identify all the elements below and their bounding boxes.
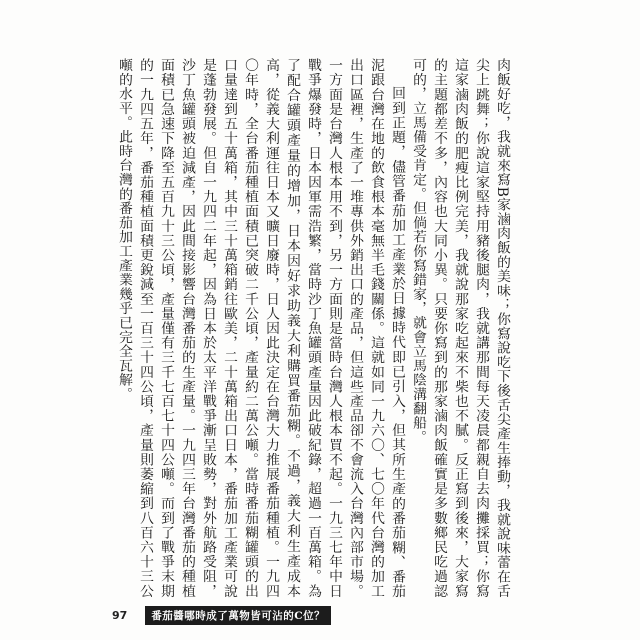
paragraph-continued: 肉飯好吃，我就來寫B家滷肉飯的美味；你寫說吃下後舌尖產生捧動，我就說味蕾在舌尖上跳舞；你說這家堅持用豬後腿肉，我就講那間每天凌晨都親自去肉攤採買；你寫這家滷肉飯的肥瘦比例完美，我就說那家吃起來不柴也不膩。反正寫到後來，大家寫的主題都差不多，內容也大同小異。只要你寫到的那家滷肉飯確實是多數鄉民吃過認可的，立馬備受肯定。但倘若你寫錯家，就會立馬陰溝翻船。 xyxy=(410,58,510,598)
running-title: 番茄醬哪時成了萬物皆可沾的C位？ xyxy=(145,606,331,625)
page-footer xyxy=(112,606,331,625)
page-number: 97 xyxy=(112,609,128,622)
body-text xyxy=(113,58,512,598)
paragraph-history: 回到正題，儘管番茄加工產業於日據時代即已引入，但其所生產的番茄糊、番茄泥跟台灣在地的飲食根本毫無半毛錢關係。這就如同一九六〇、七〇年代台灣的加工出口區裡，生產了一堆專供外銷出口的產品，但這些產品卻不會流入台灣內部市場。一方面是台灣人根本用不到，另一方面則是當時台灣人根本買不起。一九三七年中日戰爭爆發時，日本因軍需浩繁，當時沙丁魚罐頭產量因此破紀錄，超過一百萬箱。為了配合罐頭產量的增加，日本因好求助義大利購買番茄糊。不過，義大利生產成本高，從義大利運往日本又曠日廢時，日人因此決定在台灣大力推展番茄種植。一九四〇年時，全台番茄種植面積已突破二千公頃，產量約二萬公噸。當時番茄糊罐頭的出口量達到五十萬箱，其中三十萬箱銷往歐美，二十萬箱出口日本，番茄加工產業可說是蓬勃發展。但自一九四二年起，因為日本於太平洋戰爭漸呈敗勢，對外航路受阻，沙丁魚罐頭被迫減產，因此間接影響台灣番茄的生產量。一九四三年台灣番茄的種植面積已急速下降至五百九十三公頃，產量僅有三千七百七十四公噸。而到了戰爭末期的一九四五年，番茄種植面積更銳減至一百三十四公頃，產量則萎縮到八百六十三公噸的水平。此時台灣的番茄加工產業幾乎已完全瓦解。 xyxy=(116,58,405,598)
